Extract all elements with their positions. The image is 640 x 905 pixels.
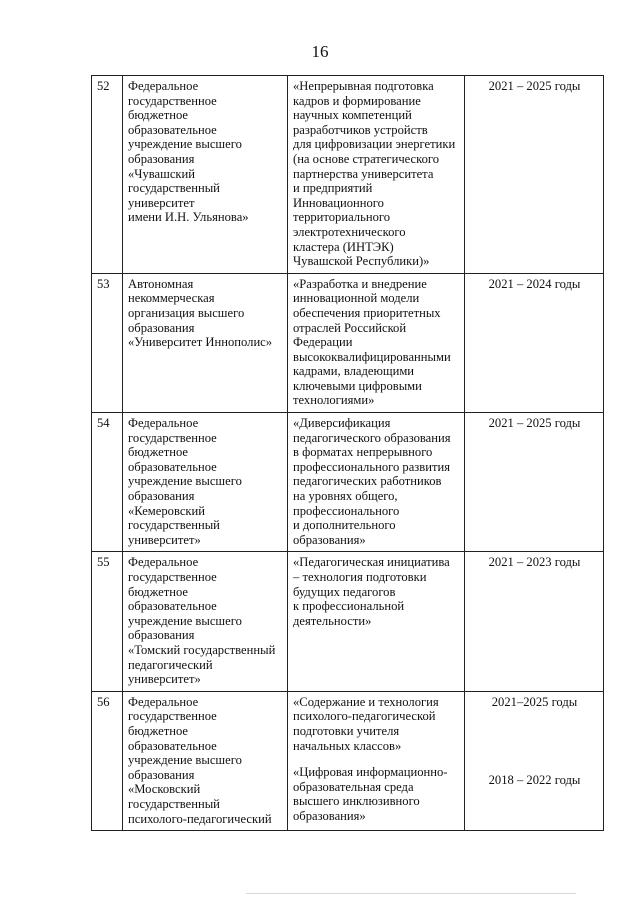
- project-cell: [288, 552, 465, 691]
- project-line: будущих педагогов: [293, 584, 396, 599]
- period-cell: [465, 76, 604, 274]
- organization-line: «Московский: [128, 782, 201, 797]
- project-line: начальных классов»: [293, 738, 402, 753]
- period-cell: [465, 273, 604, 412]
- project-cell: [288, 76, 465, 274]
- organization-line: образования: [128, 320, 195, 335]
- organization-line: образовательное: [128, 459, 217, 474]
- row-number: 56: [92, 691, 123, 830]
- period-spacer: [470, 709, 599, 773]
- project-line: профессионального: [293, 503, 400, 518]
- organization-line: образования: [128, 489, 195, 504]
- organization-line: Федеральное: [128, 555, 199, 570]
- project-line: ключевыми цифровыми: [293, 378, 422, 393]
- programs-table: [91, 75, 604, 831]
- project-line: кадрами, владеющими: [293, 364, 415, 379]
- project-line: «Диверсификация: [293, 416, 391, 431]
- organization-line: государственный: [128, 518, 220, 533]
- organization-line: образования: [128, 628, 195, 643]
- project-line: «Содержание и технология: [293, 694, 439, 709]
- project-line: Инновационного: [293, 195, 384, 210]
- project-line: – технология подготовки: [293, 570, 427, 584]
- bottom-rule: [246, 893, 576, 894]
- organization-line: бюджетное: [128, 584, 188, 599]
- organization-line: учреждение высшего: [128, 753, 242, 768]
- table-row: [92, 552, 604, 691]
- organization-line: организация высшего: [128, 305, 245, 320]
- organization-line: университет»: [128, 532, 201, 547]
- project-line: (на основе стратегического: [293, 151, 440, 166]
- project-line: отраслей Российской: [293, 320, 407, 335]
- organization-cell: [123, 413, 288, 552]
- project-line: педагогического образования: [293, 430, 451, 445]
- project-line: для цифровизации энергетики: [293, 137, 456, 152]
- project-spacer: [293, 753, 460, 765]
- organization-line: бюджетное: [128, 108, 188, 123]
- period-cell: [465, 413, 604, 552]
- organization-line: Федеральное: [128, 416, 199, 431]
- organization-line: бюджетное: [128, 445, 188, 460]
- organization-line: государственное: [128, 93, 217, 108]
- organization-line: психолого-педагогический: [128, 811, 272, 826]
- organization-cell: [123, 552, 288, 691]
- project-line: Федерации: [293, 335, 353, 350]
- project-line: обеспечения приоритетных: [293, 305, 441, 320]
- project-line: «Цифровая информационно-: [293, 765, 448, 780]
- table-row: [92, 413, 604, 552]
- project-line: деятельности»: [293, 613, 372, 628]
- organization-line: государственное: [128, 430, 217, 445]
- organization-line: учреждение высшего: [128, 474, 242, 489]
- period-text: 2018 – 2022 годы: [488, 773, 581, 788]
- project-line: кадров и формирование: [293, 93, 421, 108]
- period-text: 2021 – 2023 годы: [488, 555, 581, 570]
- project-cell: [288, 273, 465, 412]
- project-line: «Разработка и внедрение: [293, 276, 427, 291]
- project-line: Чувашской Республики)»: [293, 254, 430, 269]
- organization-line: Автономная: [128, 276, 194, 291]
- project-line: кластера (ИНТЭК): [293, 239, 394, 254]
- period-text: 2021 – 2025 годы: [488, 416, 581, 431]
- project-line: высшего инклюзивного: [293, 794, 420, 809]
- organization-line: образовательное: [128, 599, 217, 614]
- period-text: 2021 – 2024 годы: [488, 276, 581, 291]
- project-line: и дополнительного: [293, 518, 396, 533]
- organization-line: педагогический: [128, 657, 213, 672]
- organization-line: государственное: [128, 709, 217, 724]
- project-line: в форматах непрерывного: [293, 445, 433, 460]
- project-line: образования»: [293, 808, 366, 823]
- organization-line: университет»: [128, 672, 201, 687]
- project-line: инновационной модели: [293, 291, 420, 306]
- period-text: 2021 – 2025 годы: [488, 79, 581, 93]
- organization-line: «Кемеровский: [128, 503, 206, 518]
- project-line: к профессиональной: [293, 599, 405, 614]
- organization-line: учреждение высшего: [128, 613, 242, 628]
- period-cell: [465, 552, 604, 691]
- programs-table-body: [92, 76, 604, 831]
- table-row: [92, 691, 604, 830]
- organization-line: государственное: [128, 570, 217, 584]
- period-text: 2021–2025 годы: [491, 694, 578, 709]
- organization-line: Федеральное: [128, 694, 199, 709]
- project-cell: [288, 691, 465, 830]
- project-line: территориального: [293, 210, 391, 225]
- project-line: высококвалифицированными: [293, 349, 451, 364]
- project-line: педагогических работников: [293, 474, 442, 489]
- project-line: разработчиков устройств: [293, 122, 428, 137]
- organization-line: образования: [128, 767, 195, 782]
- project-line: технологиями»: [293, 393, 375, 408]
- organization-line: имени И.Н. Ульянова»: [128, 210, 249, 225]
- project-line: партнерства университета: [293, 166, 434, 181]
- project-line: профессионального развития: [293, 459, 450, 474]
- page-number: 16: [311, 42, 329, 61]
- organization-line: некоммерческая: [128, 291, 215, 306]
- organization-cell: [123, 273, 288, 412]
- project-line: на уровнях общего,: [293, 489, 398, 504]
- project-line: психолого-педагогической: [293, 709, 436, 724]
- project-line: и предприятий: [293, 181, 373, 196]
- project-line: электротехнического: [293, 224, 406, 239]
- organization-line: учреждение высшего: [128, 137, 242, 152]
- organization-line: университет: [128, 195, 195, 210]
- project-line: «Непрерывная подготовка: [293, 79, 434, 93]
- period-cell: [465, 691, 604, 830]
- organization-line: государственный: [128, 181, 220, 196]
- table-row: [92, 76, 604, 274]
- project-line: научных компетенций: [293, 108, 412, 123]
- organization-line: «Чувашский: [128, 166, 196, 181]
- organization-line: «Томский государственный: [128, 642, 276, 657]
- project-line: подготовки учителя: [293, 723, 400, 738]
- organization-line: образования: [128, 151, 195, 166]
- row-number: 54: [92, 413, 123, 552]
- organization-line: образовательное: [128, 122, 217, 137]
- organization-line: «Университет Иннополис»: [128, 335, 273, 350]
- table-row: [92, 273, 604, 412]
- organization-line: государственный: [128, 796, 220, 811]
- organization-line: Федеральное: [128, 79, 199, 93]
- row-number: 52: [92, 76, 123, 274]
- organization-cell: [123, 76, 288, 274]
- organization-cell: [123, 691, 288, 830]
- project-line: образования»: [293, 532, 366, 547]
- row-number: 55: [92, 552, 123, 691]
- row-number: 53: [92, 273, 123, 412]
- project-line: образовательная среда: [293, 779, 414, 794]
- project-cell: [288, 413, 465, 552]
- organization-line: образовательное: [128, 738, 217, 753]
- organization-line: бюджетное: [128, 723, 188, 738]
- project-line: «Педагогическая инициатива: [293, 555, 450, 570]
